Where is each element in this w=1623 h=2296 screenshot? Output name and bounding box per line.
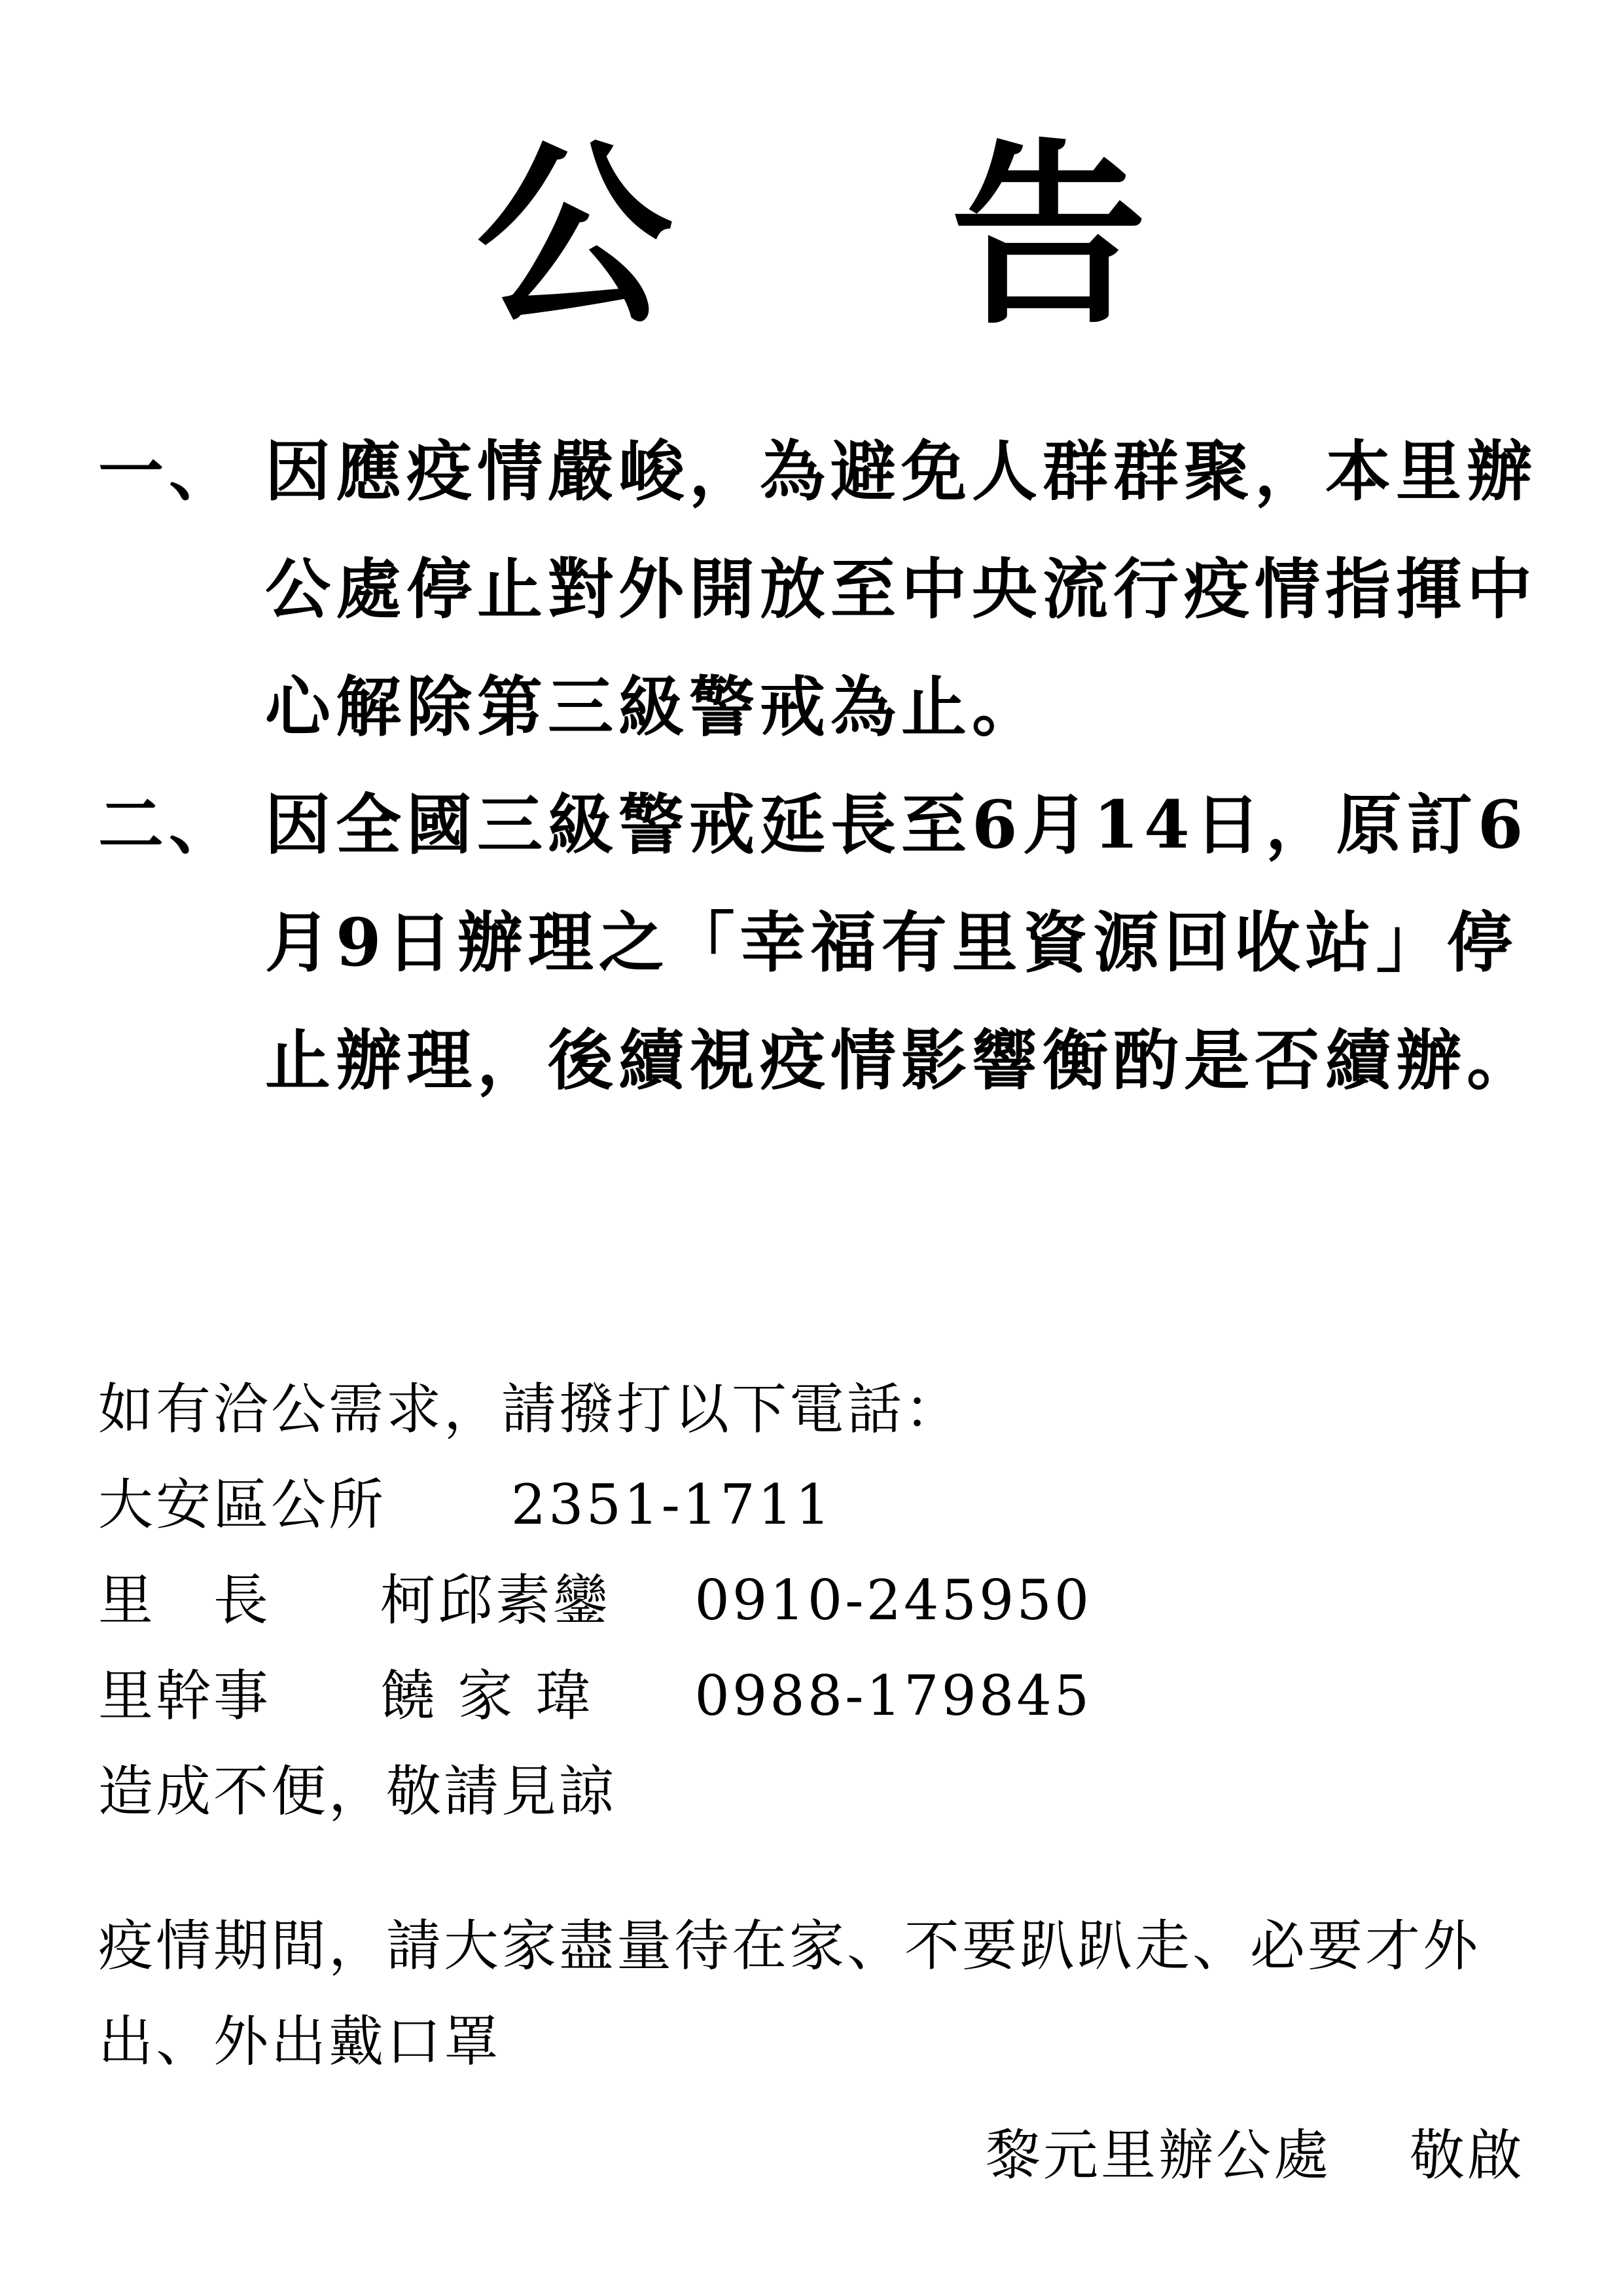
contact-section — [98, 1361, 1558, 1839]
contact-row-chief — [98, 1552, 1558, 1648]
chief-name: 柯邱素鑾 — [380, 1568, 611, 1632]
chief-title: 里 長 — [98, 1568, 272, 1632]
notice-item — [98, 766, 1558, 1119]
signature — [986, 2108, 1525, 2203]
contact-apology: 造成不便，敬請見諒 — [98, 1759, 617, 1823]
notice-item — [98, 412, 1558, 766]
notice-items — [98, 412, 1558, 1119]
officer-title: 里幹事 — [98, 1664, 272, 1728]
office-name: 大安區公所 — [98, 1473, 387, 1537]
chief-phone: 0910-245950 — [694, 1568, 1092, 1632]
item-text: 因應疫情嚴峻，為避免人群群聚，本里辦公處停止對外開放至中央流行疫情指揮中心解除第三級警戒為止。 — [265, 433, 1537, 745]
item-marker: 二、 — [98, 786, 240, 863]
contact-intro: 如有洽公需求，請撥打以下電話： — [98, 1377, 963, 1441]
item-text: 因全國三級警戒延長至6月14日，原訂6月9日辦理之「幸福有里資源回收站」停止辦理，後續視疫情影響衡酌是否續辦。 — [265, 786, 1537, 1099]
epidemic-note: 疫情期間，請大家盡量待在家、不要趴趴走、必要才外出、外出戴口罩 — [98, 1914, 1481, 2073]
officer-name: 饒 家 瑋 — [380, 1664, 594, 1728]
contact-row-office — [98, 1457, 1558, 1552]
signature-closing: 敬啟 — [1409, 2123, 1525, 2187]
notice-title: 公 告 — [476, 120, 1252, 351]
signature-org: 黎元里辦公處 — [985, 2123, 1331, 2187]
item-marker: 一、 — [98, 433, 240, 510]
officer-phone: 0988-179845 — [694, 1664, 1092, 1728]
contact-row-officer — [98, 1648, 1558, 1744]
office-phone: 2351-1711 — [510, 1473, 833, 1537]
